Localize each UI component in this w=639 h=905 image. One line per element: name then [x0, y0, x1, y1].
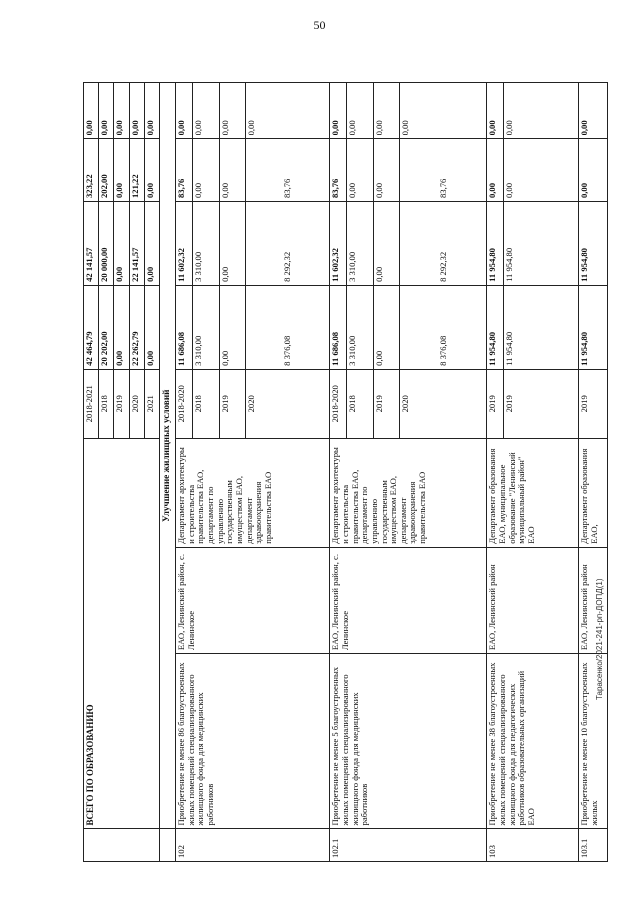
rotated-table-wrapper	[83, 82, 608, 862]
c2: 0,00	[373, 202, 400, 286]
page-number: 50	[313, 18, 326, 32]
year: 2018	[193, 369, 220, 438]
c3: 0,00	[219, 139, 246, 202]
c1: 11 686,08	[176, 285, 193, 369]
year: 2019	[504, 369, 579, 438]
section-num-cell	[160, 829, 176, 862]
executor: Департамент образования ЕАО,	[578, 438, 607, 547]
footer-code-text: Тарасенко/2021-241-рп-ДОПД(1)	[595, 578, 604, 700]
row-number: 103	[487, 829, 579, 862]
c1: 0,00	[373, 285, 400, 369]
year: 2020	[400, 369, 487, 438]
total-year: 2018	[99, 369, 114, 438]
c4: 0,00	[504, 83, 579, 139]
total-c2: 0,00	[114, 202, 129, 286]
funding-table	[83, 82, 608, 862]
c3: 83,76	[330, 139, 347, 202]
location: ЕАО, Ленинский район, с. Ленинское	[330, 547, 487, 653]
c4: 0,00	[487, 83, 504, 139]
c4: 0,00	[347, 83, 374, 139]
c3: 0,00	[347, 139, 374, 202]
measure-name: Приобретение не менее 5 благоустроенных жилых помещений специализированного жилищного фонда для медицинских работников	[330, 654, 487, 829]
total-c1: 20 202,00	[99, 285, 114, 369]
c1: 8 376,08	[400, 285, 487, 369]
location: ЕАО, Ленинский район	[578, 547, 607, 653]
total-c2: 42 141,57	[84, 202, 99, 286]
executor: Департамент архитектуры и строительства правительства ЕАО, департамент по управлению государственным имуществом ЕАО, департамент здравоохранения правительства ЕАО	[330, 438, 487, 547]
location: ЕАО, Ленинский район, с. Ленинское	[176, 547, 330, 653]
c3: 0,00	[578, 139, 607, 202]
total-c4: 0,00	[99, 83, 114, 139]
total-row	[84, 83, 99, 862]
row-number: 103.1	[578, 829, 607, 862]
c2: 11 954,80	[578, 202, 607, 286]
row-number: 102	[176, 829, 330, 862]
c1: 3 310,00	[347, 285, 374, 369]
measure-name: Приобретение не менее 10 благоустроенных жилых	[578, 654, 607, 829]
total-c1: 22 262,79	[129, 285, 144, 369]
year: 2018	[347, 369, 374, 438]
c2: 3 310,00	[347, 202, 374, 286]
total-c2: 0,00	[144, 202, 159, 286]
year: 2020	[246, 369, 330, 438]
c4: 0,00	[578, 83, 607, 139]
c3: 0,00	[193, 139, 220, 202]
c1: 11 954,80	[487, 285, 504, 369]
c3: 0,00	[373, 139, 400, 202]
c4: 0,00	[219, 83, 246, 139]
total-c3: 202,00	[99, 139, 114, 202]
c3: 0,00	[504, 139, 579, 202]
executor: Департамент архитектуры и строительства правительства ЕАО, департамент по управлению государственным имуществом ЕАО, департамент здравоохранения правительства ЕАО	[176, 438, 330, 547]
year: 2018-2020	[330, 369, 347, 438]
total-c3: 121,22	[129, 139, 144, 202]
total-c4: 0,00	[129, 83, 144, 139]
c1: 11 954,80	[578, 285, 607, 369]
c4: 0,00	[193, 83, 220, 139]
total-year: 2021	[144, 369, 159, 438]
c4: 0,00	[373, 83, 400, 139]
c2: 8 292,32	[246, 202, 330, 286]
total-c2: 22 141,57	[129, 202, 144, 286]
total-c1: 0,00	[114, 285, 129, 369]
year: 2019	[219, 369, 246, 438]
total-c3: 323,22	[84, 139, 99, 202]
location: ЕАО, Ленинский район	[487, 547, 579, 653]
total-year: 2019	[114, 369, 129, 438]
c2: 11 954,80	[504, 202, 579, 286]
table-row	[487, 83, 504, 862]
year: 2018-2020	[176, 369, 193, 438]
c4: 0,00	[246, 83, 330, 139]
total-year: 2018-2021	[84, 369, 99, 438]
c2: 11 602,32	[330, 202, 347, 286]
c2: 8 292,32	[400, 202, 487, 286]
c4: 0,00	[176, 83, 193, 139]
total-c3: 0,00	[114, 139, 129, 202]
table-row	[176, 83, 193, 862]
measure-name: Приобретение не менее 86 благоустроенных жилых помещений специализированного жилищного фонда для медицинских работников	[176, 654, 330, 829]
total-c4: 0,00	[114, 83, 129, 139]
executor: Департамент образования ЕАО, муниципальное образование "Ленинский муниципальный район" ЕАО	[487, 438, 579, 547]
c4: 0,00	[330, 83, 347, 139]
section-row	[160, 83, 176, 862]
section-title: Улучшение жилищных условий	[160, 83, 176, 829]
c3: 0,00	[487, 139, 504, 202]
total-c4: 0,00	[84, 83, 99, 139]
c2: 3 310,00	[193, 202, 220, 286]
year: 2019	[578, 369, 607, 438]
c1: 0,00	[219, 285, 246, 369]
table-row	[578, 83, 607, 862]
c1: 11 686,08	[330, 285, 347, 369]
c2: 11 602,32	[176, 202, 193, 286]
total-year: 2020	[129, 369, 144, 438]
c3: 83,76	[400, 139, 487, 202]
c4: 0,00	[400, 83, 487, 139]
total-c1: 42 464,79	[84, 285, 99, 369]
total-label: ВСЕГО ПО ОБРАЗОВАНИЮ	[84, 438, 160, 829]
c1: 8 376,08	[246, 285, 330, 369]
c2: 0,00	[219, 202, 246, 286]
c3: 83,76	[246, 139, 330, 202]
year: 2019	[373, 369, 400, 438]
total-c1: 0,00	[144, 285, 159, 369]
total-num-cell	[84, 829, 160, 862]
c1: 3 310,00	[193, 285, 220, 369]
c3: 83,76	[176, 139, 193, 202]
year: 2019	[487, 369, 504, 438]
total-c2: 20 000,00	[99, 202, 114, 286]
total-c4: 0,00	[144, 83, 159, 139]
c2: 11 954,80	[487, 202, 504, 286]
row-number: 102.1	[330, 829, 487, 862]
measure-name: Приобретение не менее 38 благоустроенных жилых помещений специализированного жилищного фонда для педагогических работников образовательных организаций ЕАО	[487, 654, 579, 829]
c1: 11 954,80	[504, 285, 579, 369]
total-c3: 0,00	[144, 139, 159, 202]
table-row	[330, 83, 347, 862]
